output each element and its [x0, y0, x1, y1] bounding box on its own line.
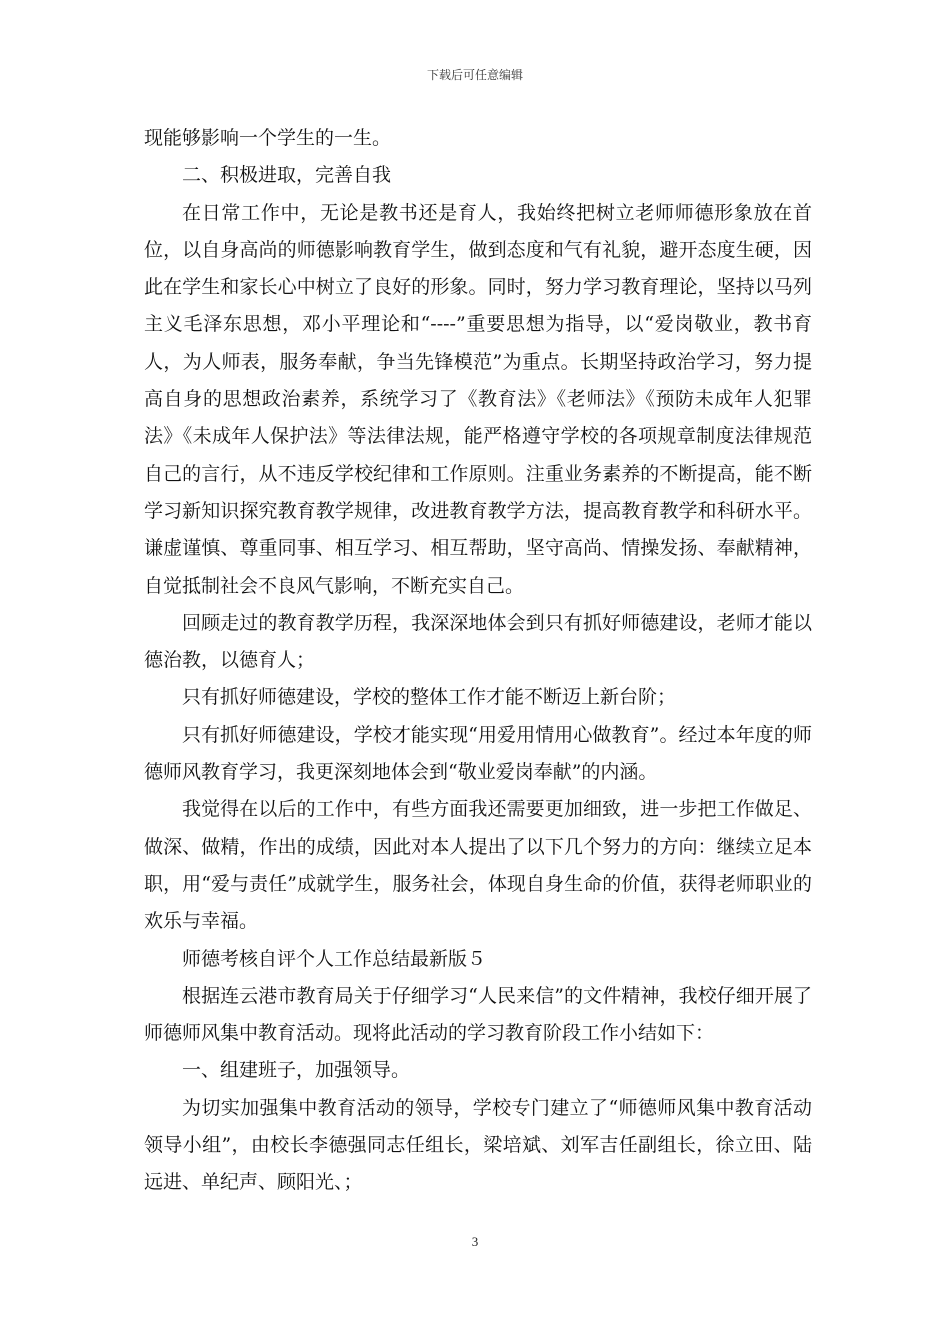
paragraph: 为切实加强集中教育活动的领导，学校专门建立了“师德师风集中教育活动领导小组”，由校长李德强同志任组长，梁培斌、刘军吉任副组长，徐立田、陆远进、单纪声、顾阳光、；: [144, 1096, 812, 1194]
paragraph: 现能够影响一个学生的一生。: [144, 127, 392, 149]
paragraph: 根据连云港市教育局关于仔细学习“人民来信”的文件精神，我校仔细开展了师德师风集中教育活动。现将此活动的学习教育阶段工作小结如下：: [144, 984, 812, 1045]
paragraph: 只有抓好师德建设，学校才能实现“用爱用情用心做教育”。经过本年度的师德师风教育学习，我更深刻地体会到“敬业爱岗奉献”的内涵。: [144, 723, 812, 784]
document-body: [144, 120, 812, 1202]
paragraph: 回顾走过的教育教学历程，我深深地体会到只有抓好师德建设，老师才能以德治教，以德育人；: [144, 611, 812, 672]
article-title: 师德考核自评个人工作总结最新版５: [182, 947, 487, 970]
page-number: 3: [471, 1234, 479, 1249]
paragraph: 我觉得在以后的工作中，有些方面我还需要更加细致，进一步把工作做足、做深、做精，作出的成绩，因此对本人提出了以下几个努力的方向：继续立足本职，用“爱与责任”成就学生，服务社会，体现自身生命的价值，获得老师职业的欢乐与幸福。: [144, 798, 812, 933]
page-header: 下载后可任意编辑: [426, 68, 523, 82]
section-heading: 一、组建班子，加强领导。: [182, 1059, 411, 1082]
paragraph: 只有抓好师德建设，学校的整体工作才能不断迈上新台阶；: [182, 686, 677, 709]
section-heading: 二、积极进取，完善自我: [182, 164, 392, 187]
paragraph: 在日常工作中，无论是教书还是育人，我始终把树立老师师德形象放在首位，以自身高尚的师德影响教育学生，做到态度和气有礼貌，避开态度生硬，因此在学生和家长心中树立了良好的形象。同时，努力学习教育理论，坚持以马列主义毛泽东思想，邓小平理论和“----”重要思想为指导，以“爱岗敬业，教书育人，为人师表，服务奉献，争当先锋模范”为重点。长期坚持政治学习，努力提高自身的思想政治素养，系统学习了《教育法》《老师法》《预防未成年人犯罪法》《未成年人保护法》等法律法规，能严格遵守学校的各项规章制度法律规范自己的言行，从不违反学校纪律和工作原则。注重业务素养的不断提高，能不断学习新知识探究教育教学规律，改进教育教学方法，提高教育教学和科研水平。谦虚谨慎、尊重同事、相互学习、相互帮助，坚守高尚、情操发扬、奉献精神，自觉抵制社会不良风气影响，不断充实自己。: [144, 201, 812, 597]
